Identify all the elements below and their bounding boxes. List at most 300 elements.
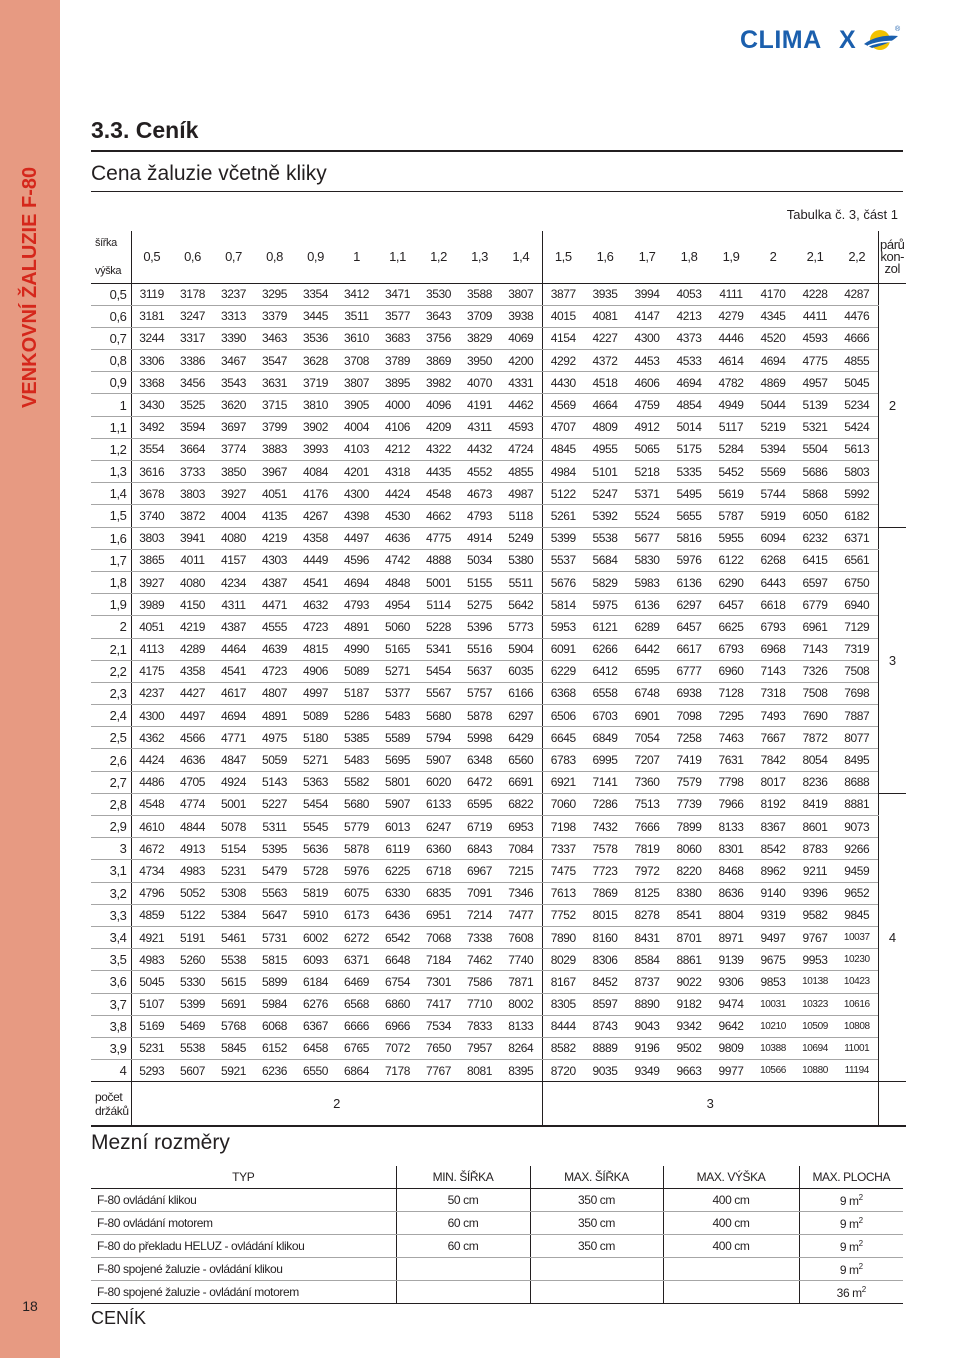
- price-cell: 6793: [710, 638, 752, 660]
- price-cell: 8582: [542, 1037, 584, 1059]
- price-cell: 5613: [836, 438, 878, 460]
- price-cell: 7198: [542, 816, 584, 838]
- sidebar: [0, 0, 60, 1358]
- price-cell: 4476: [836, 305, 878, 327]
- price-cell: 4921: [131, 926, 172, 948]
- price-cell: 5045: [836, 372, 878, 394]
- price-cell: 5976: [668, 549, 710, 571]
- price-cell: 5380: [500, 549, 542, 571]
- price-cell: 5803: [836, 461, 878, 483]
- price-cell: 7508: [836, 660, 878, 682]
- price-cell: 4793: [459, 505, 500, 527]
- price-cell: 4844: [172, 816, 213, 838]
- price-cell: 5984: [254, 993, 295, 1015]
- price-cell: 8419: [794, 793, 836, 815]
- price-cell: 4300: [336, 483, 377, 505]
- table-row: [91, 616, 906, 638]
- price-cell: 5045: [131, 971, 172, 993]
- price-cell: 5868: [794, 483, 836, 505]
- price-cell: 6779: [794, 594, 836, 616]
- price-cell: 9502: [668, 1037, 710, 1059]
- price-cell: 4617: [213, 682, 254, 704]
- price-cell: 4913: [172, 838, 213, 860]
- height-header: 3,8: [91, 1015, 131, 1037]
- price-cell: 7084: [500, 838, 542, 860]
- height-header: 1,6: [91, 527, 131, 549]
- price-cell: 6360: [418, 838, 459, 860]
- price-cell: 7710: [459, 993, 500, 1015]
- width-header: 1,9: [710, 231, 752, 283]
- price-cell: 4596: [336, 549, 377, 571]
- price-cell: 9767: [794, 926, 836, 948]
- price-cell: 7337: [542, 838, 584, 860]
- price-cell: 6966: [377, 1015, 418, 1037]
- price-cell: 6276: [295, 993, 336, 1015]
- limits-type: F-80 ovládání motorem: [91, 1212, 396, 1235]
- price-cell: 5044: [752, 394, 794, 416]
- width-header: 1,2: [418, 231, 459, 283]
- price-cell: 9675: [752, 949, 794, 971]
- table-row: [91, 660, 906, 682]
- price-cell: 4430: [542, 372, 584, 394]
- price-cell: 4345: [752, 305, 794, 327]
- price-cell: 3803: [131, 527, 172, 549]
- price-cell: 8264: [500, 1037, 542, 1059]
- price-cell: 8133: [710, 816, 752, 838]
- price-cell: 6618: [752, 594, 794, 616]
- table-row: [91, 305, 906, 327]
- corner-cell: [91, 231, 131, 283]
- price-cell: 3708: [336, 350, 377, 372]
- price-cell: 8495: [836, 749, 878, 771]
- price-cell: 4662: [418, 505, 459, 527]
- price-cell: 4373: [668, 327, 710, 349]
- limits-area-value: 9 m: [839, 1239, 859, 1254]
- table-row: [91, 1037, 906, 1059]
- price-cell: 7819: [626, 838, 668, 860]
- table-row: [91, 1060, 906, 1082]
- price-cell: 7767: [418, 1060, 459, 1082]
- price-cell: 8081: [459, 1060, 500, 1082]
- limits-max-width: 350 cm: [530, 1235, 663, 1258]
- price-cell: 5830: [626, 549, 668, 571]
- table-row: [91, 682, 906, 704]
- price-cell: 5642: [500, 594, 542, 616]
- price-cell: 3895: [377, 372, 418, 394]
- price-cell: 4859: [131, 904, 172, 926]
- price-cell: 9043: [626, 1015, 668, 1037]
- price-cell: 4614: [710, 350, 752, 372]
- price-cell: 7690: [794, 705, 836, 727]
- price-cell: 4398: [336, 505, 377, 527]
- price-grid: [91, 231, 906, 1127]
- price-cell: 9953: [794, 949, 836, 971]
- price-cell: 4464: [213, 638, 254, 660]
- pairs-count: 2: [878, 283, 906, 527]
- price-cell: 6436: [377, 904, 418, 926]
- price-cell: 4782: [710, 372, 752, 394]
- price-cell: 5122: [172, 904, 213, 926]
- price-cell: 4311: [459, 416, 500, 438]
- price-cell: 5122: [542, 483, 584, 505]
- height-header: 1,4: [91, 483, 131, 505]
- price-cell: 5286: [336, 705, 377, 727]
- price-cell: 6035: [500, 660, 542, 682]
- price-cell: 5165: [377, 638, 418, 660]
- price-cell: 3313: [213, 305, 254, 327]
- price-cell: 3445: [295, 305, 336, 327]
- price-cell: 7207: [626, 749, 668, 771]
- price-cell: 7462: [459, 949, 500, 971]
- price-cell: 4300: [626, 327, 668, 349]
- price-cell: 5816: [668, 527, 710, 549]
- price-cell: 5768: [213, 1015, 254, 1037]
- price-cell: 4011: [172, 549, 213, 571]
- price-cell: 5330: [172, 971, 213, 993]
- table-row: [91, 1015, 906, 1037]
- price-cell: 8601: [794, 816, 836, 838]
- price-cell: 3178: [172, 283, 213, 305]
- holders-empty: [878, 1082, 906, 1126]
- price-cell: 4080: [213, 527, 254, 549]
- price-cell: 4855: [836, 350, 878, 372]
- price-cell: 7579: [668, 771, 710, 793]
- price-cell: 5655: [668, 505, 710, 527]
- price-cell: 5479: [254, 860, 295, 882]
- price-cell: 8783: [794, 838, 836, 860]
- table-row: [91, 372, 906, 394]
- price-cell: 7417: [418, 993, 459, 1015]
- price-cell: 3740: [131, 505, 172, 527]
- price-cell: 3354: [295, 283, 336, 305]
- table-row: [91, 882, 906, 904]
- price-cell: 4555: [254, 616, 295, 638]
- width-header: 0,7: [213, 231, 254, 283]
- price-cell: 5155: [459, 571, 500, 593]
- limits-area-unit-exponent: 2: [858, 1261, 863, 1271]
- limits-area-value: 9 m: [839, 1262, 859, 1277]
- svg-text:X: X: [839, 26, 856, 54]
- price-cell: 4606: [626, 372, 668, 394]
- height-header: 2,6: [91, 749, 131, 771]
- price-cell: 3733: [172, 461, 213, 483]
- price-cell: 8743: [584, 1015, 626, 1037]
- price-cell: 6173: [336, 904, 377, 926]
- price-cell: 6458: [295, 1037, 336, 1059]
- price-cell: 7098: [668, 705, 710, 727]
- price-cell: 6443: [752, 571, 794, 593]
- price-cell: 4694: [336, 571, 377, 593]
- price-cell: 4453: [626, 350, 668, 372]
- table-row: [91, 549, 906, 571]
- price-cell: 8167: [542, 971, 584, 993]
- table-row: [91, 594, 906, 616]
- price-cell: 3628: [295, 350, 336, 372]
- height-header: 3: [91, 838, 131, 860]
- height-header: 2,9: [91, 816, 131, 838]
- price-cell: 7463: [710, 727, 752, 749]
- price-cell: 4664: [584, 394, 626, 416]
- table-row: [91, 816, 906, 838]
- price-cell: 3181: [131, 305, 172, 327]
- table-row: [91, 638, 906, 660]
- price-cell: 8002: [500, 993, 542, 1015]
- price-cell: 4707: [542, 416, 584, 438]
- height-header: 2,8: [91, 793, 131, 815]
- height-header: 1,3: [91, 461, 131, 483]
- price-cell: 5394: [752, 438, 794, 460]
- price-cell: 3905: [336, 394, 377, 416]
- price-cell: 11001: [836, 1037, 878, 1059]
- price-cell: 3379: [254, 305, 295, 327]
- price-cell: 8060: [668, 838, 710, 860]
- page-number: 18: [22, 1298, 38, 1314]
- price-cell: 5275: [459, 594, 500, 616]
- price-cell: 7319: [836, 638, 878, 660]
- price-cell: 4771: [213, 727, 254, 749]
- price-cell: 6783: [542, 749, 584, 771]
- price-cell: 5691: [213, 993, 254, 1015]
- limits-header-max-width: MAX. ŠÍŘKA: [530, 1166, 663, 1189]
- price-cell: 5385: [336, 727, 377, 749]
- price-cell: 5680: [418, 705, 459, 727]
- price-cell: 5615: [213, 971, 254, 993]
- price-cell: 4759: [626, 394, 668, 416]
- price-cell: 4775: [418, 527, 459, 549]
- price-cell: 4914: [459, 527, 500, 549]
- price-cell: 10694: [794, 1037, 836, 1059]
- price-cell: 3869: [418, 350, 459, 372]
- price-cell: 4548: [131, 793, 172, 815]
- limits-max-width: 350 cm: [530, 1212, 663, 1235]
- price-cell: 5815: [254, 949, 295, 971]
- price-cell: 6013: [377, 816, 418, 838]
- price-cell: 4462: [500, 394, 542, 416]
- holders-count: 3: [542, 1082, 878, 1126]
- price-cell: 5101: [584, 461, 626, 483]
- price-cell: 4176: [295, 483, 336, 505]
- price-cell: 4331: [500, 372, 542, 394]
- price-cell: 5260: [172, 949, 213, 971]
- price-cell: 4170: [752, 283, 794, 305]
- price-cell: 7326: [794, 660, 836, 682]
- price-cell: 3306: [131, 350, 172, 372]
- pairs-count: 3: [878, 527, 906, 793]
- limits-header-max-area: MAX. PLOCHA: [799, 1166, 903, 1189]
- price-cell: 4855: [500, 461, 542, 483]
- price-cell: 10880: [794, 1060, 836, 1082]
- table-row: [91, 926, 906, 948]
- price-cell: 6121: [584, 616, 626, 638]
- price-cell: 5341: [418, 638, 459, 660]
- price-cell: 4793: [336, 594, 377, 616]
- price-cell: 4387: [254, 571, 295, 593]
- price-cell: 6765: [336, 1037, 377, 1059]
- height-header: 0,7: [91, 327, 131, 349]
- price-cell: 3492: [131, 416, 172, 438]
- width-header: 1,1: [377, 231, 418, 283]
- price-cell: 5261: [542, 505, 584, 527]
- price-cell: 5454: [295, 793, 336, 815]
- width-header: 0,6: [172, 231, 213, 283]
- height-header: 0,6: [91, 305, 131, 327]
- price-cell: 6995: [584, 749, 626, 771]
- price-cell: 4636: [377, 527, 418, 549]
- price-cell: 7214: [459, 904, 500, 926]
- price-cell: 8890: [626, 993, 668, 1015]
- limits-area-unit-exponent: 2: [858, 1215, 863, 1225]
- price-cell: 7475: [542, 860, 584, 882]
- price-cell: 5169: [131, 1015, 172, 1037]
- price-cell: 7301: [418, 971, 459, 993]
- price-cell: 4219: [172, 616, 213, 638]
- price-cell: 7869: [584, 882, 626, 904]
- price-cell: 6290: [710, 571, 752, 593]
- limits-row: [91, 1235, 903, 1258]
- price-cell: 4847: [213, 749, 254, 771]
- height-header: 3,2: [91, 882, 131, 904]
- holders-label-line: držáků: [95, 1103, 129, 1118]
- price-cell: 4051: [254, 483, 295, 505]
- price-cell: 4147: [626, 305, 668, 327]
- pairs-header-line: zol: [884, 260, 900, 276]
- price-cell: 9582: [794, 904, 836, 926]
- height-header: 2,1: [91, 638, 131, 660]
- price-cell: 5647: [254, 904, 295, 926]
- price-cell: 6938: [668, 682, 710, 704]
- table-row: [91, 993, 906, 1015]
- price-cell: 5878: [459, 705, 500, 727]
- price-cell: 4372: [584, 350, 626, 372]
- price-cell: 7899: [668, 816, 710, 838]
- limits-type: F-80 spojené žaluzie - ovládání motorem: [91, 1281, 396, 1304]
- price-cell: 5676: [542, 571, 584, 593]
- price-cell: 5228: [418, 616, 459, 638]
- height-header: 0,8: [91, 350, 131, 372]
- price-cell: 3803: [172, 483, 213, 505]
- price-cell: 5483: [336, 749, 377, 771]
- price-cell: 4267: [295, 505, 336, 527]
- price-cell: 8306: [584, 949, 626, 971]
- price-cell: 5757: [459, 682, 500, 704]
- price-cell: 7072: [377, 1037, 418, 1059]
- height-header: 0,5: [91, 283, 131, 305]
- price-cell: 9211: [794, 860, 836, 882]
- price-cell: 6182: [836, 505, 878, 527]
- price-cell: 4411: [794, 305, 836, 327]
- price-cell: 6472: [459, 771, 500, 793]
- limits-area-value: 9 m: [839, 1193, 859, 1208]
- price-cell: 5787: [710, 505, 752, 527]
- price-cell: 4318: [377, 461, 418, 483]
- price-cell: 8468: [710, 860, 752, 882]
- price-cell: 9459: [836, 860, 878, 882]
- price-cell: 9182: [668, 993, 710, 1015]
- width-header: 1,7: [626, 231, 668, 283]
- price-cell: 6648: [377, 949, 418, 971]
- pairs-header-line: kon-: [880, 248, 905, 264]
- price-cell: 4157: [213, 549, 254, 571]
- price-cell: 5680: [336, 793, 377, 815]
- price-cell: 5919: [752, 505, 794, 527]
- price-cell: 9196: [626, 1037, 668, 1059]
- price-cell: 4694: [752, 350, 794, 372]
- price-cell: 9319: [752, 904, 794, 926]
- holders-count: 2: [131, 1082, 542, 1126]
- price-cell: 3872: [172, 505, 213, 527]
- table-row: [91, 860, 906, 882]
- price-cell: 8015: [584, 904, 626, 926]
- price-cell: 3982: [418, 372, 459, 394]
- price-cell: 8881: [836, 793, 878, 815]
- price-cell: 6597: [794, 571, 836, 593]
- price-cell: 4924: [213, 771, 254, 793]
- price-cell: 10138: [794, 971, 836, 993]
- price-cell: 7534: [418, 1015, 459, 1037]
- price-cell: 6550: [295, 1060, 336, 1082]
- height-header: 2,2: [91, 660, 131, 682]
- limits-area-value: 9 m: [839, 1216, 859, 1231]
- price-cell: 8889: [584, 1037, 626, 1059]
- price-cell: 4990: [336, 638, 377, 660]
- price-cell: 4424: [377, 483, 418, 505]
- price-cell: 4957: [794, 372, 836, 394]
- limits-max-height: 400 cm: [663, 1189, 799, 1212]
- table-row: [91, 571, 906, 593]
- price-cell: 4705: [172, 771, 213, 793]
- price-cell: 4742: [377, 549, 418, 571]
- price-cell: 4541: [213, 660, 254, 682]
- price-cell: 7091: [459, 882, 500, 904]
- price-cell: 5247: [584, 483, 626, 505]
- price-cell: 6136: [626, 594, 668, 616]
- width-header: 1,8: [668, 231, 710, 283]
- price-cell: 4084: [295, 461, 336, 483]
- price-cell: 3643: [418, 305, 459, 327]
- price-cell: 4673: [459, 483, 500, 505]
- price-cell: 7890: [542, 926, 584, 948]
- price-cell: 5191: [172, 926, 213, 948]
- price-cell: 4424: [131, 749, 172, 771]
- price-cell: 4533: [668, 350, 710, 372]
- price-cell: 4869: [752, 372, 794, 394]
- table-row: [91, 527, 906, 549]
- limits-max-height: [663, 1258, 799, 1281]
- price-cell: 8542: [752, 838, 794, 860]
- price-cell: 5878: [336, 838, 377, 860]
- price-cell: 5582: [336, 771, 377, 793]
- price-cell: 5829: [584, 571, 626, 593]
- price-cell: 5899: [254, 971, 295, 993]
- limits-max-width: 350 cm: [530, 1189, 663, 1212]
- price-cell: 5589: [377, 727, 418, 749]
- width-header: 2,1: [794, 231, 836, 283]
- width-header: 1: [336, 231, 377, 283]
- price-cell: 6822: [500, 793, 542, 815]
- price-cell: 5271: [295, 749, 336, 771]
- price-cell: 7667: [752, 727, 794, 749]
- climax-logo-graphic: [740, 24, 904, 54]
- price-cell: 6020: [418, 771, 459, 793]
- price-cell: 6748: [626, 682, 668, 704]
- price-cell: 7286: [584, 793, 626, 815]
- price-cell: 4807: [254, 682, 295, 704]
- table-row: [91, 705, 906, 727]
- limits-max-area: [799, 1212, 903, 1235]
- price-cell: 4497: [336, 527, 377, 549]
- holders-label: [91, 1082, 131, 1126]
- price-cell: 6777: [668, 660, 710, 682]
